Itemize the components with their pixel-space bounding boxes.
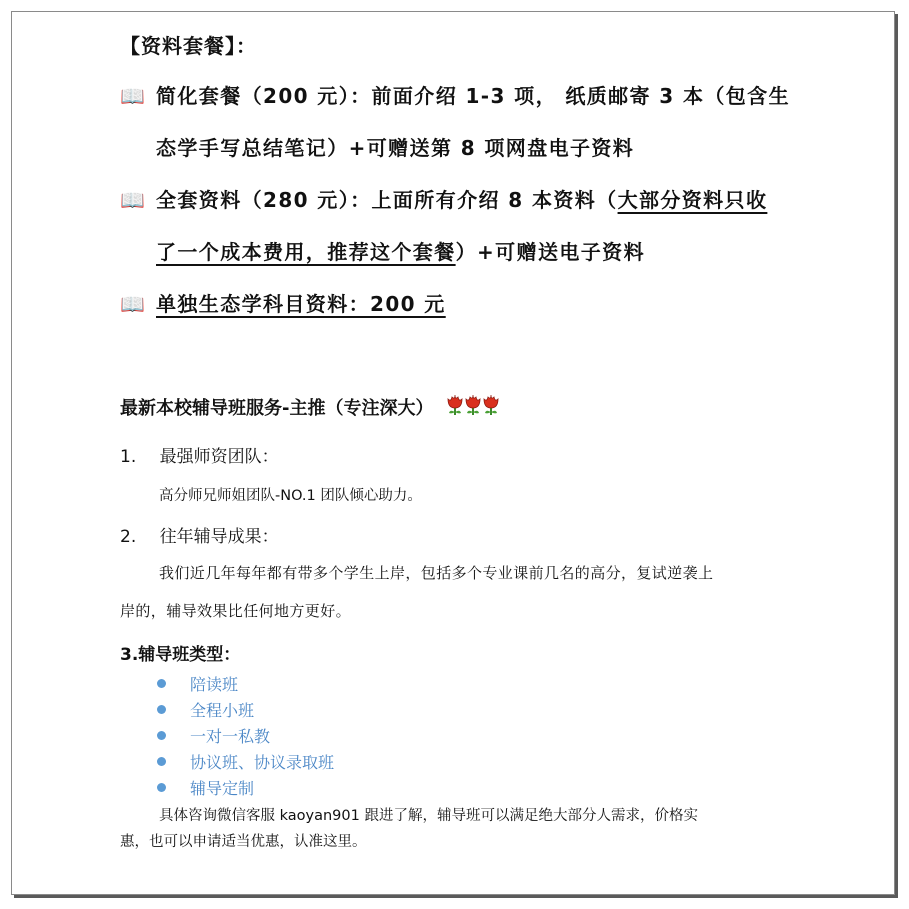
- package-item-single: [120, 288, 446, 317]
- list-item: 协议班、协议录取班: [157, 750, 334, 773]
- bullet-icon: [157, 731, 166, 740]
- list-item: 陪读班: [157, 672, 238, 695]
- section-2-text-line1: 我们近几年每年都有带多个学生上岸，包括多个专业课前几名的高分，复试逆袭上: [159, 564, 714, 582]
- package-full-line1: 全套资料（280 元）：上面所有介绍 8 本资料（: [156, 188, 618, 212]
- document-page: [11, 11, 895, 895]
- bullet-icon: [157, 757, 166, 766]
- section-3-heading: 3.辅导班类型：: [120, 645, 241, 665]
- packages-heading: 【资料套餐】：: [120, 34, 257, 58]
- package-full-line1-underlined: 大部分资料只收: [617, 188, 768, 212]
- bullet-icon: [157, 705, 166, 714]
- open-book-icon: 📖: [120, 188, 143, 212]
- section-2-text-line2: 岸的，辅导效果比任何地方更好。: [120, 602, 352, 620]
- package-single-label: 单独生态学科目资料：200 元: [156, 292, 446, 316]
- open-book-icon: 📖: [120, 292, 143, 316]
- bullet-icon: [157, 679, 166, 688]
- package-full-line2-underlined: 了一个成本费用，推荐这个套餐: [156, 240, 456, 264]
- contact-line2: 惠，也可以申请适当优惠，认准这里。: [120, 834, 367, 850]
- bullet-icon: [157, 783, 166, 792]
- contact-line1: 具体咨询微信客服 kaoyan901 跟进了解，辅导班可以满足绝大部分人需求，价格实: [159, 808, 698, 824]
- section-1-title: 最强师资团队：: [159, 447, 279, 467]
- section-2-heading: [120, 522, 279, 547]
- red-flower-icon: [446, 394, 500, 421]
- section-1-text: 高分师兄师姐团队-NO.1 团队倾心助力。: [159, 488, 422, 504]
- open-book-icon: 📖: [120, 84, 143, 108]
- list-item: 全程小班: [157, 698, 254, 721]
- list-item: 一对一私教: [157, 724, 270, 747]
- package-item-full: [120, 184, 767, 213]
- section-2-number: 2.: [120, 527, 137, 547]
- section-1-heading: [120, 442, 279, 467]
- service-title-text: 最新本校辅导班服务-主推（专注深大）: [120, 398, 434, 419]
- package-full-line2: [156, 236, 645, 265]
- list-item: 辅导定制: [157, 776, 254, 799]
- package-full-line2-plain: ）+可赠送电子资料: [455, 240, 645, 264]
- service-title: [120, 394, 500, 421]
- section-1-number: 1.: [120, 447, 137, 467]
- section-2-title: 往年辅导成果：: [159, 527, 279, 547]
- package-simple-line1: 简化套餐（200 元）：前面介绍 1-3 项， 纸质邮寄 3 本（包含生: [156, 84, 790, 108]
- package-item-simple: [120, 80, 790, 109]
- package-simple-line2: 态学手写总结笔记）+可赠送第 8 项网盘电子资料: [156, 136, 635, 160]
